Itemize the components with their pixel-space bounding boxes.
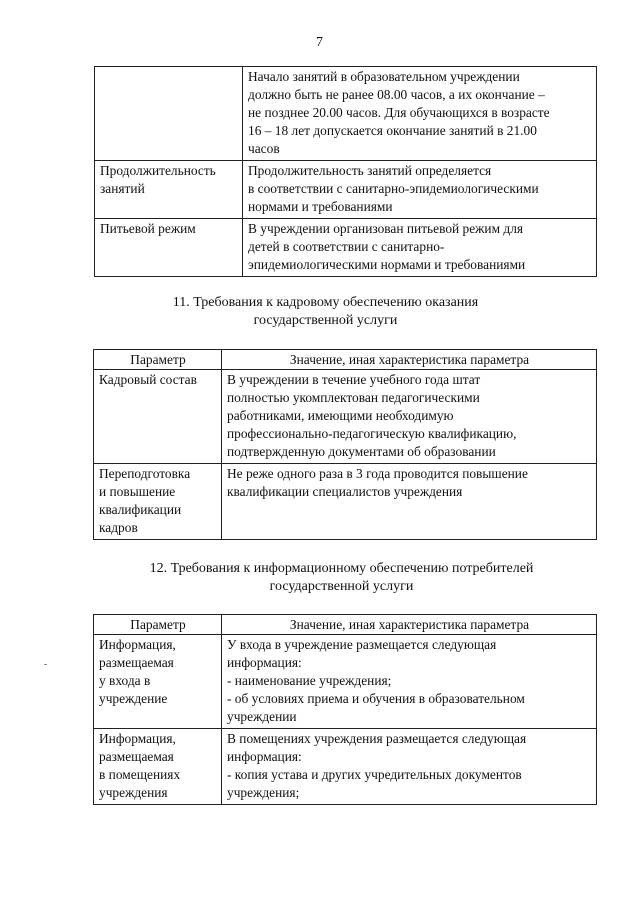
column-header-value: Значение, иная характеристика параметра <box>222 350 597 370</box>
value-cell: Не реже одного раза в 3 года проводится повышение квалификации специалистов учреждения <box>222 464 597 540</box>
table-row <box>94 464 597 540</box>
value-cell: Начало занятий в образовательном учреждении должно быть не ранее 08.00 часов, а их окончание – не позднее 20.00 часов. Для обучающихся в возрасте 16 – 18 лет допускается окончание занятий в 21.00 часов <box>243 67 597 161</box>
param-cell <box>95 67 243 161</box>
param-cell: Продолжительность занятий <box>95 161 243 219</box>
table-row <box>94 370 597 464</box>
table-row <box>94 635 597 729</box>
value-cell: У входа в учреждение размещается следующая информация: - наименование учреждения; - об условиях приема и обучения в образовательном учреждении <box>222 635 597 729</box>
param-cell: Кадровый состав <box>94 370 222 464</box>
column-header-param: Параметр <box>94 350 222 370</box>
section-title-information: 12. Требования к информационному обеспечению потребителей государственной услуги <box>149 561 534 594</box>
param-cell: Информация, размещаемая в помещениях учреждения <box>94 729 222 805</box>
staffing-table <box>93 349 597 540</box>
table-row <box>94 729 597 805</box>
table-row <box>95 161 597 219</box>
column-header-value: Значение, иная характеристика параметра <box>222 615 597 635</box>
column-header-param: Параметр <box>94 615 222 635</box>
param-cell: Переподготовка и повышение квалификации кадров <box>94 464 222 540</box>
value-cell: В учреждении организован питьевой режим для детей в соответствии с санитарно- эпидемиологическими нормами и требованиями <box>243 219 597 277</box>
table-header-row <box>94 615 597 635</box>
value-cell: Продолжительность занятий определяется в соответствии с санитарно-эпидемиологическими нормами и требованиями <box>243 161 597 219</box>
schedule-requirements-table <box>94 66 597 277</box>
information-table <box>93 614 597 805</box>
table-row <box>95 219 597 277</box>
param-cell: Питьевой режим <box>95 219 243 277</box>
scan-mark <box>44 664 47 665</box>
section-title-staffing: 11. Требования к кадровому обеспечению оказания государственной услуги <box>172 295 479 328</box>
page-number: 7 <box>316 35 323 50</box>
table-header-row <box>94 350 597 370</box>
value-cell: В учреждении в течение учебного года штат полностью укомплектован педагогическими работниками, имеющими необходимую профессионально-педагогическую квалификацию, подтвержденную документами об образовании <box>222 370 597 464</box>
param-cell: Информация, размещаемая у входа в учреждение <box>94 635 222 729</box>
value-cell: В помещениях учреждения размещается следующая информация: - копия устава и других учредительных документов учреждения; <box>222 729 597 805</box>
table-row <box>95 67 597 161</box>
